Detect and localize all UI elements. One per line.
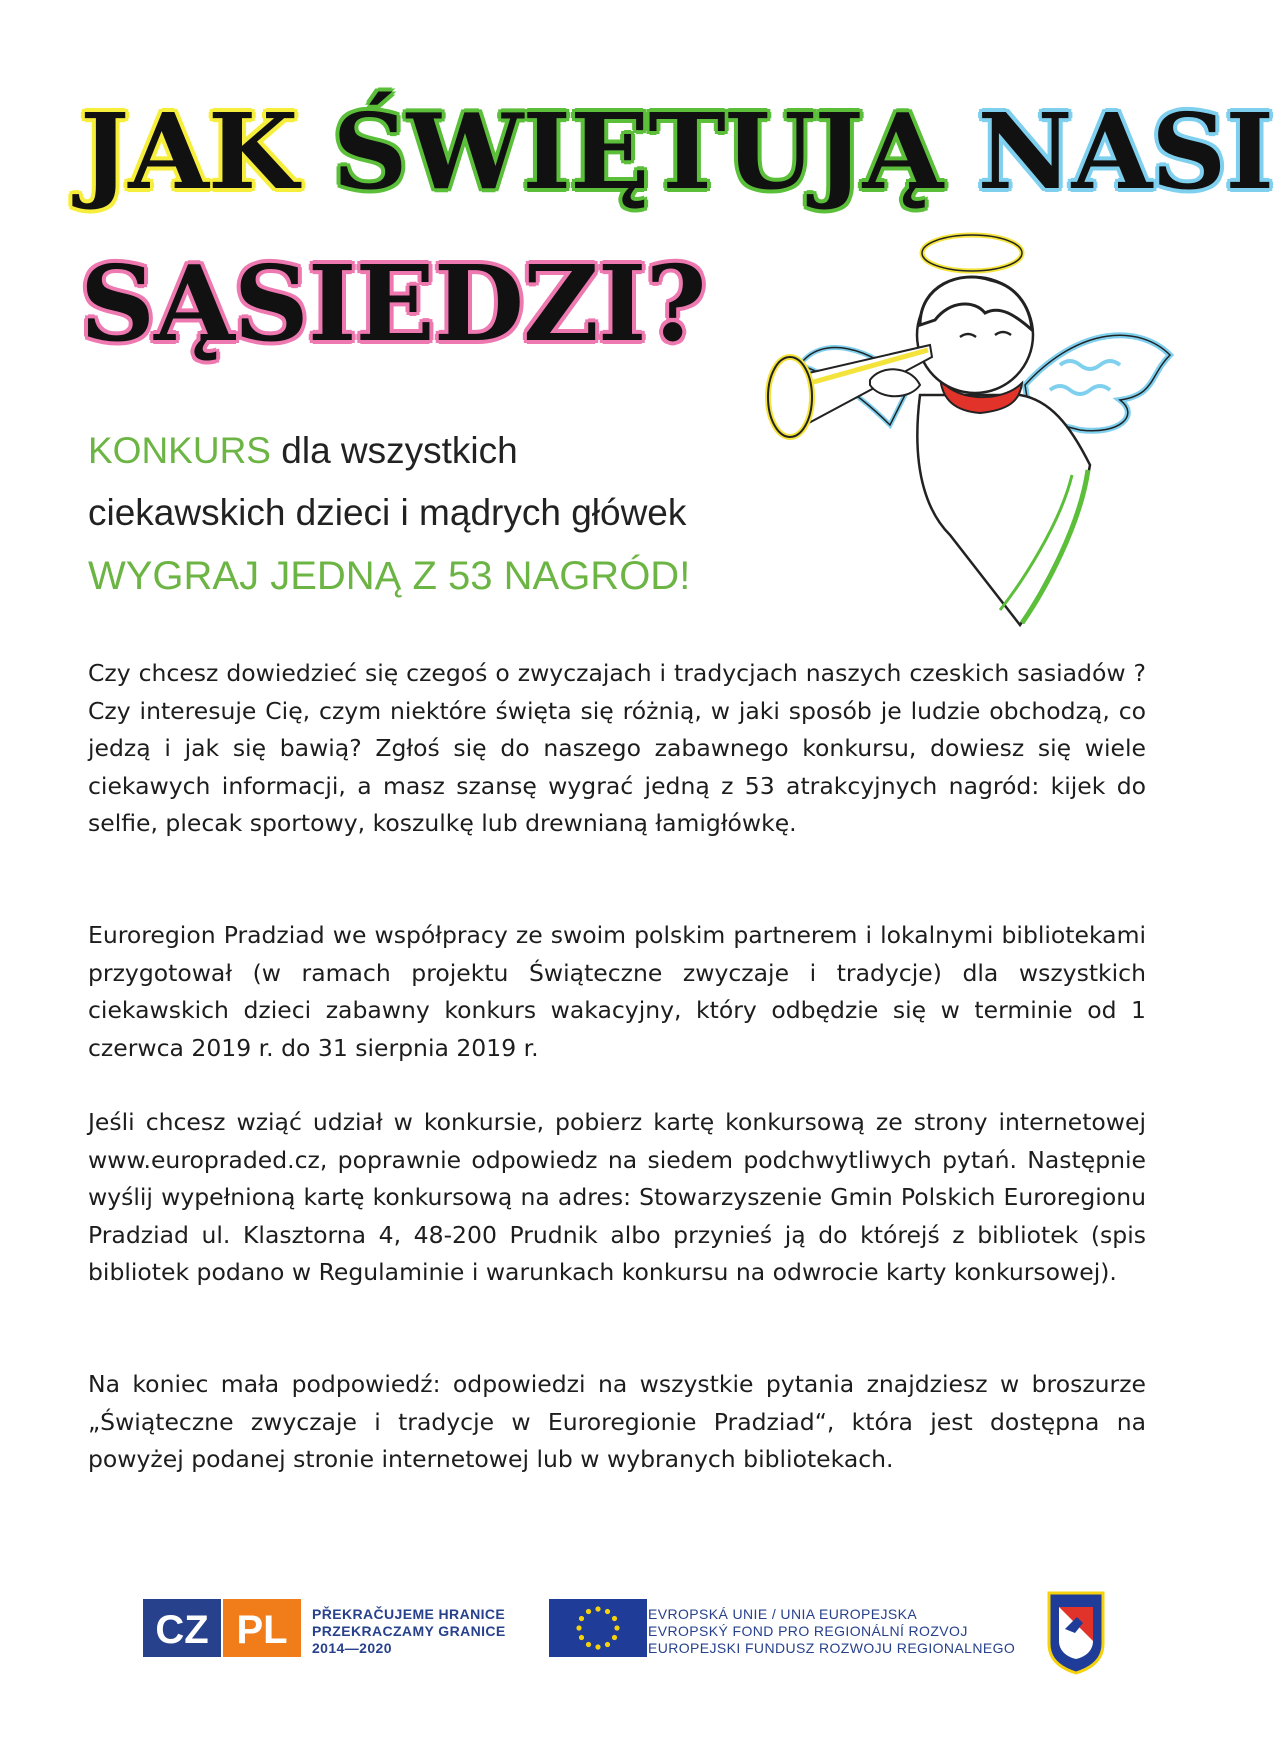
eu-star [595, 1644, 600, 1649]
eu-star [605, 1609, 610, 1614]
page-title-line-1 [80, 90, 1273, 213]
eu-caption-line: EUROPEJSKI FUNDUSZ ROZWOJU REGIONALNEGO [648, 1640, 1016, 1656]
czpl-logo-cz: CZ [155, 1608, 209, 1652]
czpl-logo-pl: PL [236, 1608, 288, 1652]
angel-robe [917, 395, 1090, 625]
title-word-swietuja: ŚWIĘTUJĄ [332, 90, 943, 213]
page-title-line-2 [80, 242, 706, 365]
title-word-jak: JAK [80, 90, 298, 213]
czpl-caption-line: PŘEKRAČUJEME HRANICE [312, 1606, 506, 1622]
eu-star [579, 1635, 584, 1640]
eu-star [586, 1642, 591, 1647]
czpl-caption-line: PRZEKRACZAMY GRANICE [312, 1623, 506, 1639]
angel-hands [870, 369, 920, 396]
eu-caption [648, 1606, 1015, 1657]
czpl-caption [312, 1606, 506, 1657]
paragraph-organizer: Euroregion Pradziad we współpracy ze swoim polskim partnerem i lokalnymi bibliotekami przygotował (w ramach projektu Świąteczne zwyczaje i tradycje) dla wszystkich ciekawskich dzieci zabawny konkurs wakacyjny, który odbędzie się w terminie od 1 czerwca 2019 r. do 31 sierpnia 2019 r. [88, 921, 1146, 1062]
eu-star [614, 1625, 619, 1630]
eu-caption-line: EVROPSKÁ UNIE / UNIA EUROPEJSKA [648, 1606, 918, 1622]
subtitle-line-1-rest: dla wszystkich [281, 430, 518, 471]
title-word-sasiedzi: SĄSIEDZI? [80, 242, 706, 365]
paragraph-hint: Na koniec mała podpowiedź: odpowiedzi na wszystkie pytania znajdziesz w broszurze „Świąteczne zwyczaje i tradycje w Euroregionie Pradziad“, która jest dostępna na powyżej podanej stronie internetowej lub w wybranych bibliotekach. [88, 1370, 1146, 1473]
eu-star [579, 1616, 584, 1621]
eu-caption-line: EVROPSKÝ FOND PRO REGIONÁLNÍ ROZVOJ [648, 1623, 968, 1639]
eu-star [576, 1625, 581, 1630]
eu-star [612, 1635, 617, 1640]
euroregion-coat-of-arms [1045, 1589, 1107, 1675]
eu-star [586, 1609, 591, 1614]
konkurs-label: KONKURS [88, 430, 271, 471]
eu-star [612, 1616, 617, 1621]
eu-star [595, 1606, 600, 1611]
eu-star [605, 1642, 610, 1647]
angel-illustration [760, 225, 1180, 635]
czpl-caption-line: 2014—2020 [312, 1640, 392, 1656]
subtitle-line-1 [88, 432, 518, 469]
title-word-nasi: NASI [977, 90, 1273, 213]
eu-flag-icon [549, 1599, 647, 1657]
czpl-logo [143, 1599, 301, 1657]
prize-headline: WYGRAJ JEDNĄ Z 53 NAGRÓD! [88, 554, 691, 598]
paragraph-instructions: Jeśli chcesz wziąć udział w konkursie, pobierz kartę konkursową ze strony internetowej www.europraded.cz, poprawnie odpowiedz na siedem podchwytliwych pytań. Następnie wyślij wypełnioną kartę konkursową na adres: Stowarzyszenie Gmin Polskich Euroregionu Pradziad ul. Klasztorna 4, 48-200 Prudnik albo przynieś ją do którejś z bibliotek (spis bibliotek podano w Regulaminie i warunkach konkursu na odwrocie karty konkursowej). [88, 1108, 1146, 1286]
subtitle-line-2: ciekawskich dzieci i mądrych główek [88, 492, 687, 533]
footer-logos [0, 1585, 1240, 1695]
paragraph-intro: Czy chcesz dowiedzieć się czegoś o zwyczajach i tradycjach naszych czeskich sasiadów ? Czy interesuje Cię, czym niektóre święta się różnią, w jaki sposób je ludzie obchodzą, co jedzą i jak się bawią? Zgłoś się do naszego zabawnego konkursu, dowiesz się wiele ciekawych informacji, a masz szansę wygrać jedną z 53 atrakcyjnych nagród: kijek do selfie, plecak sportowy, koszulkę lub drewnianą łamigłówkę. [88, 659, 1146, 837]
